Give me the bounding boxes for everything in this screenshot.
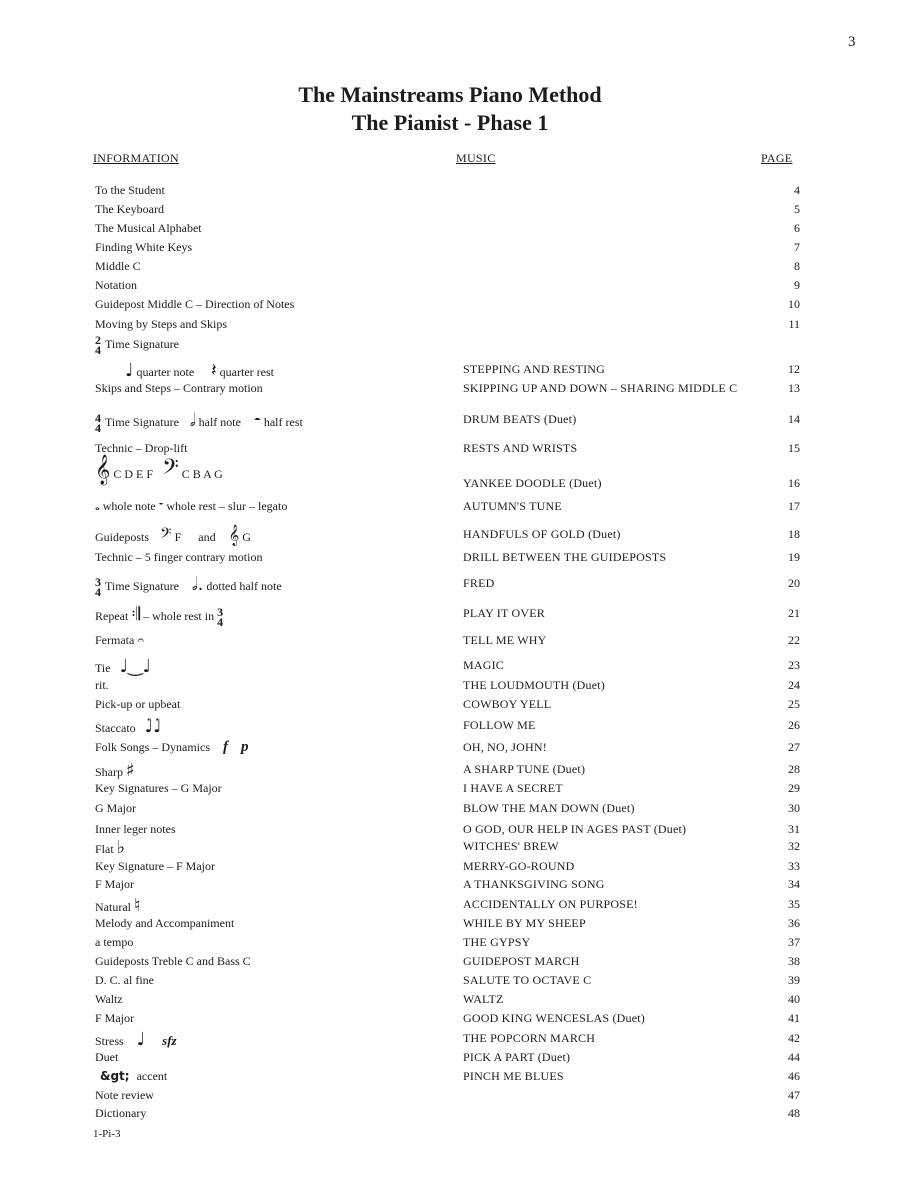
- info-text: Note review: [95, 1088, 154, 1102]
- music-title: BLOW THE MAN DOWN (Duet): [463, 801, 635, 815]
- page-ref: 47: [788, 1088, 800, 1102]
- info-text: Finding White Keys: [95, 240, 193, 254]
- footer-code: 1-Pi-3: [93, 1128, 121, 1140]
- sharp-icon: ♯: [126, 760, 135, 781]
- info-text: Pick-up or upbeat: [95, 697, 181, 711]
- music-title: THE GYPSY: [463, 935, 531, 949]
- music-title: TELL ME WHY: [463, 633, 547, 647]
- accent-icon: &gt;: [100, 1069, 130, 1083]
- info-text: Middle C: [95, 259, 141, 273]
- music-title: SKIPPING UP AND DOWN – SHARING MIDDLE C: [463, 381, 738, 395]
- music-title: DRUM BEATS (Duet): [463, 412, 577, 426]
- info-text: rit.: [95, 678, 109, 692]
- info-text: The Keyboard: [95, 202, 164, 216]
- bass-clef-icon: 𝄢: [160, 525, 172, 546]
- page-title: The Mainstreams Piano Method: [298, 82, 602, 107]
- music-title: O GOD, OUR HELP IN AGES PAST (Duet): [463, 822, 687, 836]
- info-text: Duet: [95, 1050, 119, 1064]
- page-ref: 15: [788, 441, 800, 455]
- music-title: PLAY IT OVER: [463, 606, 545, 620]
- quarter-rest-icon: 𝄽: [211, 360, 217, 381]
- table-row: 𝄞 C D E F 𝄢 C B A G YANKEE DOODLE (Duet) 16: [95, 455, 800, 490]
- page-ref: 20: [788, 576, 800, 590]
- page-ref: 25: [788, 697, 800, 711]
- music-title: PICK A PART (Duet): [463, 1050, 571, 1064]
- music-title: PINCH ME BLUES: [463, 1069, 564, 1083]
- page-ref: 23: [788, 658, 800, 672]
- page-ref: 8: [794, 259, 800, 273]
- page-ref: 40: [788, 992, 800, 1006]
- music-title: GOOD KING WENCESLAS (Duet): [463, 1011, 645, 1025]
- page-ref: 46: [788, 1069, 800, 1083]
- music-title: THE LOUDMOUTH (Duet): [463, 678, 605, 692]
- info-text: Key Signature – F Major: [95, 859, 215, 873]
- page-ref: 41: [788, 1011, 800, 1025]
- info-text: Waltz: [95, 992, 123, 1006]
- info-text: Melody and Accompaniment: [95, 916, 235, 930]
- music-title: ACCIDENTALLY ON PURPOSE!: [463, 897, 638, 911]
- page-ref: 38: [788, 954, 800, 968]
- page-ref: 32: [788, 839, 800, 853]
- music-title: YANKEE DOODLE (Duet): [463, 476, 602, 490]
- info-text: To the Student: [95, 183, 165, 197]
- page-ref: 24: [788, 678, 800, 692]
- info-text: Guidepost Middle C – Direction of Notes: [95, 297, 295, 311]
- info-text: a tempo: [95, 935, 134, 949]
- treble-clef-icon: 𝄞: [95, 455, 111, 485]
- music-title: A THANKSGIVING SONG: [463, 877, 605, 891]
- info-text: Key Signatures – G Major: [95, 781, 222, 795]
- half-rest-icon: 𝄼: [253, 410, 261, 431]
- info-text: Moving by Steps and Skips: [95, 317, 228, 331]
- page-ref: 16: [788, 476, 800, 490]
- music-title: A SHARP TUNE (Duet): [463, 762, 586, 776]
- info-text: Inner leger notes: [95, 822, 176, 836]
- page-ref: 37: [788, 935, 800, 949]
- page-ref: 10: [788, 297, 800, 311]
- music-title: RESTS AND WRISTS: [463, 441, 578, 455]
- info-text: G Major: [95, 801, 136, 815]
- page-ref: 30: [788, 801, 800, 815]
- column-header-information: INFORMATION: [93, 151, 179, 165]
- sforzando-icon: sfz: [162, 1033, 177, 1048]
- page-ref: 5: [794, 202, 800, 216]
- music-title: WALTZ: [463, 992, 504, 1006]
- page-ref: 18: [788, 527, 800, 541]
- page-ref: 27: [788, 740, 800, 754]
- page-ref: 39: [788, 973, 800, 987]
- time-signature-icon: 4 4: [95, 411, 101, 436]
- piano-icon: p: [241, 739, 249, 755]
- info-text: The Musical Alphabet: [95, 221, 202, 235]
- music-title: OH, NO, JOHN!: [463, 740, 547, 754]
- quarter-note-icon: ♩: [125, 360, 134, 381]
- page-ref: 17: [788, 499, 800, 513]
- page-ref: 22: [788, 633, 800, 647]
- fermata-icon: 𝄐: [137, 633, 145, 647]
- page-ref: 48: [788, 1106, 800, 1120]
- music-title: DRILL BETWEEN THE GUIDEPOSTS: [463, 550, 667, 564]
- info-text: Skips and Steps – Contrary motion: [95, 381, 263, 395]
- page-ref: 6: [794, 221, 800, 235]
- whole-note-icon: 𝅝: [95, 499, 100, 513]
- page-ref: 33: [788, 859, 800, 873]
- flat-icon: ♭: [116, 837, 126, 858]
- music-title: MERRY-GO-ROUND: [463, 859, 575, 873]
- music-title: COWBOY YELL: [463, 697, 552, 711]
- info-text: F Major: [95, 1011, 134, 1025]
- page-ref: 11: [788, 317, 800, 331]
- page-ref: 44: [788, 1050, 800, 1064]
- page-ref: 13: [788, 381, 800, 395]
- dotted-half-note-icon: 𝅗𝅥.: [191, 574, 204, 595]
- page-ref: 4: [794, 183, 800, 197]
- page-ref: 9: [794, 278, 800, 292]
- music-title: STEPPING AND RESTING: [463, 362, 606, 376]
- time-signature-icon: 3 4: [217, 605, 224, 630]
- music-title: THE POPCORN MARCH: [463, 1031, 596, 1045]
- time-signature-icon: 3 4: [95, 575, 101, 600]
- tied-notes-icon: ♩‿♩: [119, 656, 152, 677]
- half-note-icon: 𝅗𝅥: [189, 410, 196, 431]
- time-signature-icon: 2 4: [95, 333, 101, 357]
- page-ref: 28: [788, 762, 800, 776]
- page-subtitle: The Pianist - Phase 1: [351, 110, 549, 135]
- page-number: 3: [848, 34, 856, 50]
- music-title: HANDFULS OF GOLD (Duet): [463, 527, 621, 541]
- whole-rest-icon: 𝄻: [158, 499, 164, 513]
- music-title: SALUTE TO OCTAVE C: [463, 973, 592, 987]
- music-title: MAGIC: [463, 658, 505, 672]
- info-text: Technic – Drop-lift: [95, 441, 188, 455]
- repeat-sign-icon: 𝄇: [131, 604, 141, 625]
- page-ref: 29: [788, 781, 800, 795]
- info-text: D. C. al fine: [95, 973, 154, 987]
- page-ref: 42: [788, 1031, 800, 1045]
- page-ref: 31: [788, 822, 800, 836]
- page-ref: 35: [788, 897, 800, 911]
- info-text: Dictionary: [95, 1106, 147, 1120]
- page-ref: 21: [788, 606, 800, 620]
- page-ref: 34: [788, 877, 800, 891]
- natural-icon: ♮: [133, 895, 141, 916]
- page-ref: 26: [788, 718, 800, 732]
- music-title: GUIDEPOST MARCH: [463, 954, 580, 968]
- info-text: Notation: [95, 278, 137, 292]
- music-title: FOLLOW ME: [463, 718, 536, 732]
- forte-icon: f: [223, 739, 229, 755]
- bass-clef-icon: 𝄢: [162, 455, 179, 485]
- page-ref: 36: [788, 916, 800, 930]
- music-title: AUTUMN'S TUNE: [463, 499, 562, 513]
- treble-clef-icon: 𝄞: [228, 525, 240, 546]
- page-ref: 12: [788, 362, 800, 376]
- staccato-notes-icon: ♩̇♩̇: [144, 716, 162, 737]
- music-title: I HAVE A SECRET: [463, 781, 563, 795]
- page-ref: 7: [794, 240, 800, 254]
- column-header-page: PAGE: [761, 151, 793, 165]
- info-text: Technic – 5 finger contrary motion: [95, 550, 263, 564]
- info-text: Guideposts Treble C and Bass C: [95, 954, 251, 968]
- music-title: FRED: [463, 576, 495, 590]
- music-title: WHILE BY MY SHEEP: [463, 916, 586, 930]
- page-ref: 19: [788, 550, 800, 564]
- music-title: WITCHES' BREW: [463, 839, 559, 853]
- page-ref: 14: [788, 412, 800, 426]
- column-header-music: MUSIC: [456, 151, 496, 165]
- stress-note-icon: ♩: [136, 1029, 146, 1050]
- info-text: F Major: [95, 877, 134, 891]
